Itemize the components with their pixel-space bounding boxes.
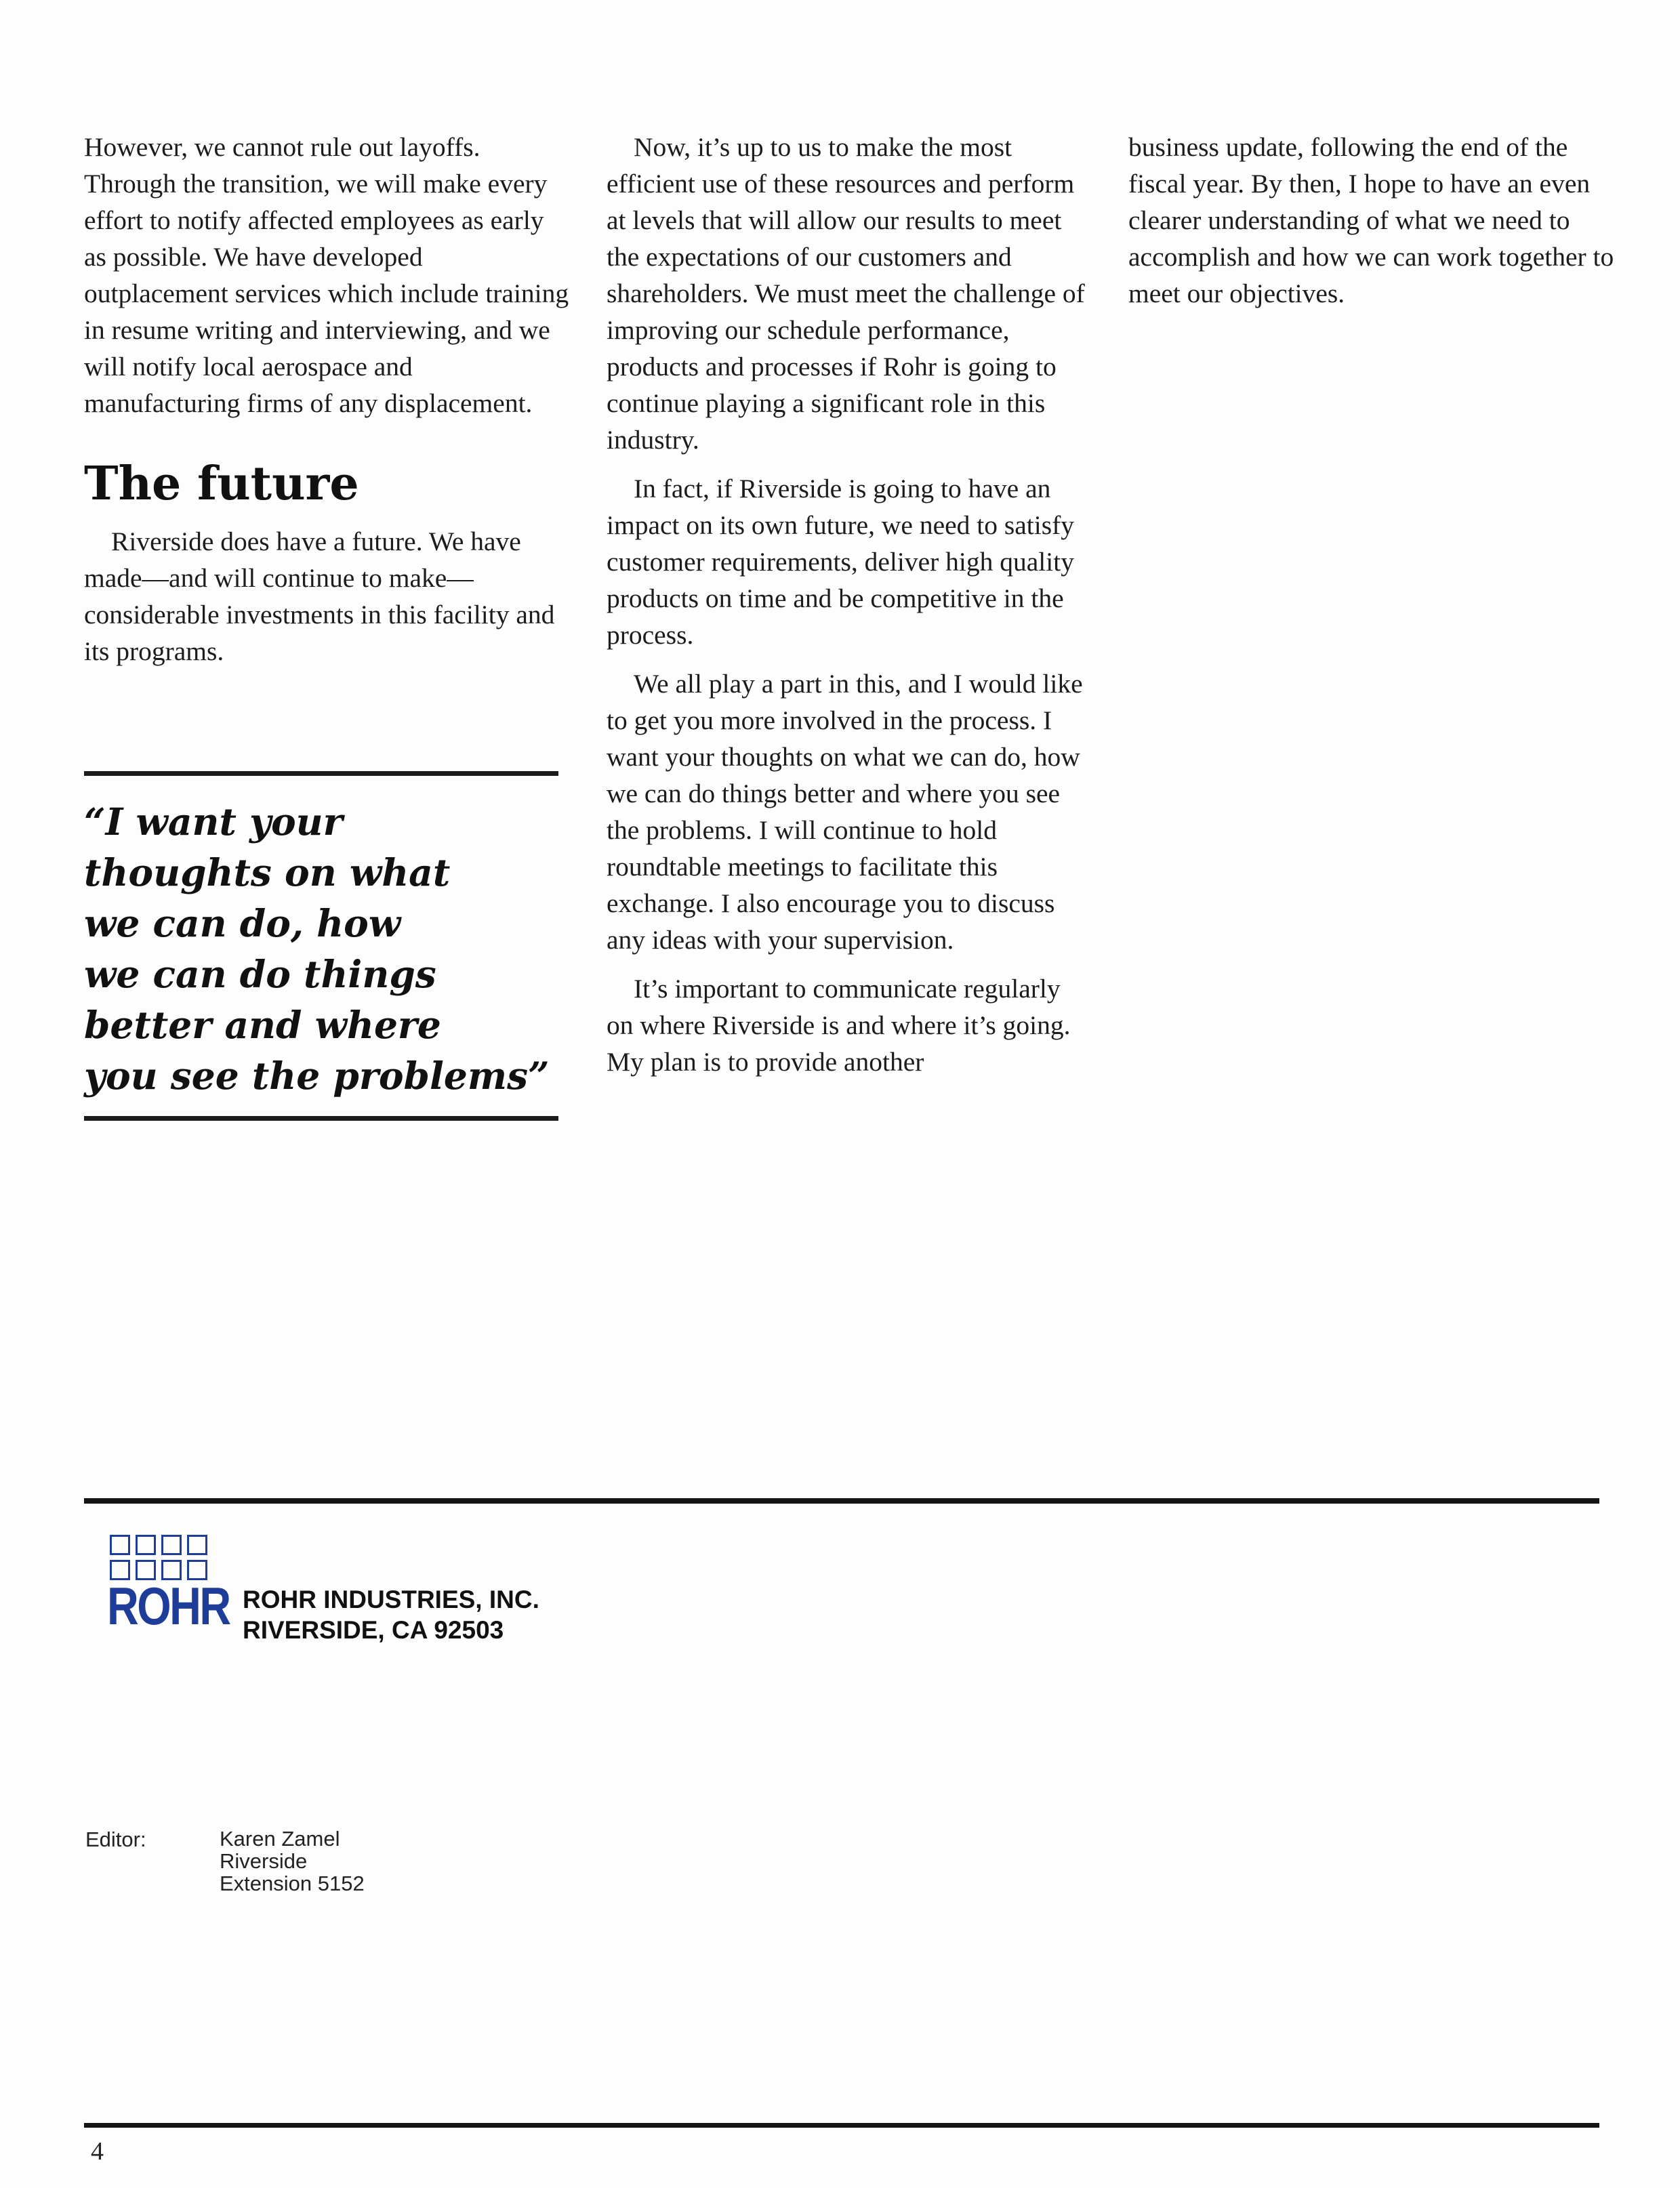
column2-paragraph-1: Now, it’s up to us to make the most efficient use of these resources and perform at levels that will allow our results to meet the expectations of our customers and shareholders. We must meet the challenge of improving our schedule performance, products and processes if Rohr is going to continue playing a significant role in this industry. <box>607 132 1085 455</box>
pull-quote-line: thoughts on what <box>84 850 451 894</box>
section-heading-the-future: The future <box>84 457 359 511</box>
rohr-logo <box>107 1535 230 1636</box>
pull-quote-line: we can do, how <box>84 901 401 945</box>
column2-paragraph-3: We all play a part in this, and I would like to get you more involved in the process. I want your thoughts on what we can do, how we can do things better and where you see the problems. I will continue to hold roundtable meetings to facilitate this exchange. I also encourage you to discuss any ideas with your supervision. <box>607 669 1083 955</box>
footer-top-rule <box>84 1498 1599 1504</box>
pull-quote <box>84 771 558 1121</box>
pull-quote-line: you see the problems” <box>84 1054 550 1098</box>
column-2 <box>607 129 1088 1080</box>
column1-paragraph-2: Riverside does have a future. We have made—and will continue to make—considerable investments in this facility and its programs. <box>84 527 555 666</box>
logo-wordmark: ROHR <box>107 1576 230 1636</box>
company-name: ROHR INDUSTRIES, INC. <box>243 1586 539 1613</box>
pull-quote-top-rule <box>84 771 558 776</box>
column2-paragraph-4: It’s important to communicate regularly on where Riverside is and where it’s going. My plan is to provide another <box>607 974 1071 1077</box>
company-address: RIVERSIDE, CA 92503 <box>243 1616 504 1644</box>
editor-extension: Extension 5152 <box>220 1872 365 1895</box>
editor-location: Riverside <box>220 1849 308 1873</box>
column-1 <box>84 129 572 669</box>
editor-label: Editor: <box>85 1828 146 1851</box>
pull-quote-text <box>84 776 558 1116</box>
column2-paragraph-2: In fact, if Riverside is going to have an impact on its own future, we need to satisfy customer requirements, deliver high quality products on time and be competitive in the process. <box>607 474 1074 650</box>
page-number: 4 <box>91 2137 104 2166</box>
column-3 <box>1128 129 1623 312</box>
pull-quote-bottom-rule <box>84 1116 558 1121</box>
footer-bottom-rule <box>84 2123 1599 2128</box>
pull-quote-line: better and where <box>84 1003 441 1047</box>
editor-name: Karen Zamel <box>220 1827 340 1851</box>
column1-paragraph-1: However, we cannot rule out layoffs. Through the transition, we will make every effort to notify affected employees as early as possible. We have developed outplacement services which include training in resume writing and interviewing, and we will notify local aerospace and manufacturing firms of any displacement. <box>84 132 569 418</box>
editor-info <box>220 1828 365 1895</box>
company-block <box>243 1584 539 1645</box>
pull-quote-line: “I want your <box>84 800 343 844</box>
column3-paragraph-1: business update, following the end of the fiscal year. By then, I hope to have an even clearer understanding of what we need to accomplish and how we can work together to meet our objectives. <box>1128 132 1614 308</box>
pull-quote-line: we can do things <box>84 952 436 996</box>
logo-square-grid-icon <box>110 1535 213 1580</box>
